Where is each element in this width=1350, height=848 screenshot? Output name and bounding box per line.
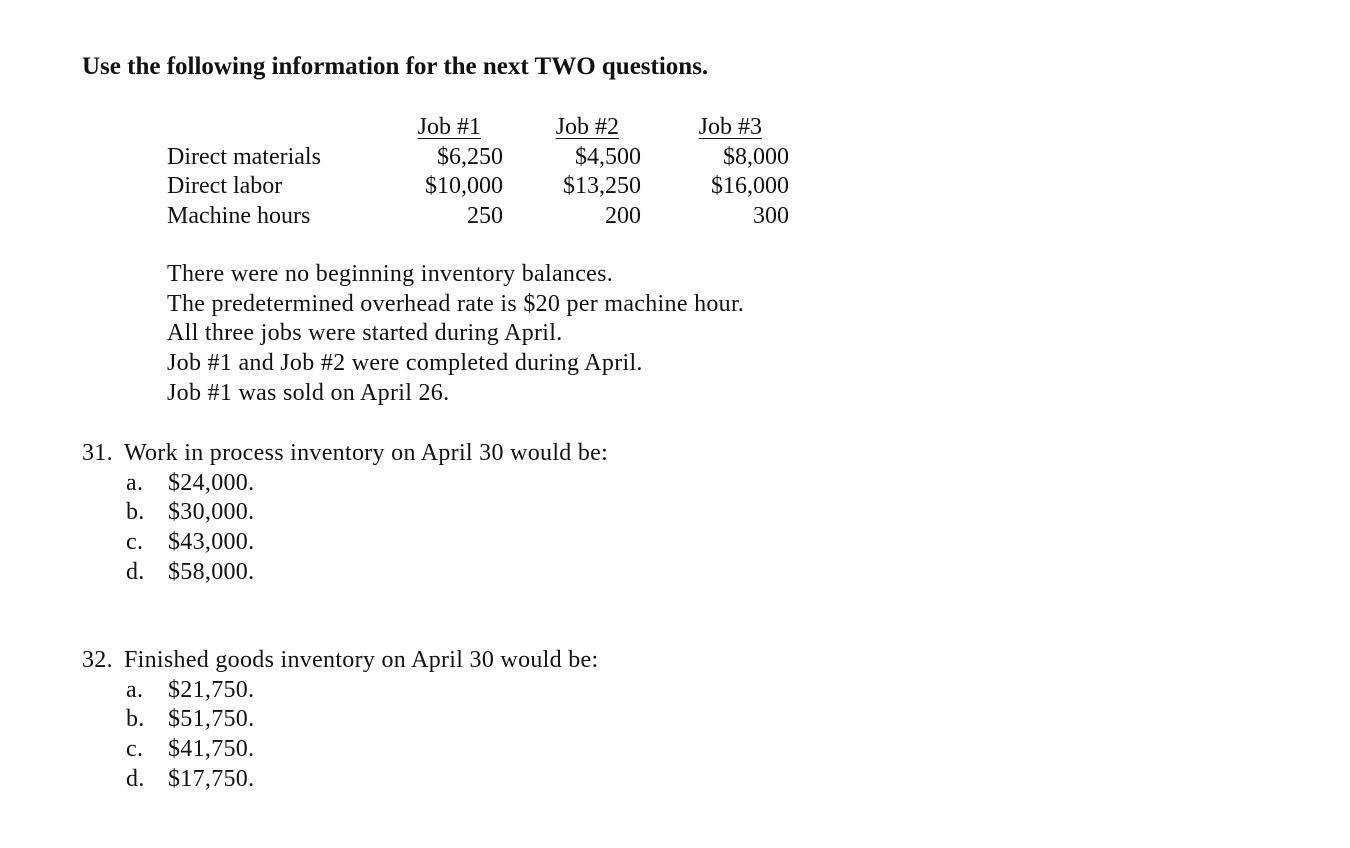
facts-list [167,260,744,408]
choice-text: $51,750. [168,706,255,733]
choice-text: $58,000. [168,558,255,585]
question-32 [82,646,598,794]
table-cell: $13,250 [563,173,641,200]
row-label-machine-hours: Machine hours [167,203,311,230]
fact-item: There were no beginning inventory balances. [167,261,614,287]
question-31 [82,439,608,587]
choice-text: $43,000. [168,529,255,556]
choice-text: $24,000. [168,469,255,496]
table-row [167,143,789,173]
answer-choice-a[interactable] [82,676,598,706]
column-header-job-3: Job #3 [698,114,762,140]
question-stem [82,439,608,469]
table-header-row [167,113,789,143]
table-row [167,202,789,232]
fact-item: Job #1 was sold on April 26. [167,379,450,406]
job-cost-table [167,113,789,232]
answer-choice-d[interactable] [82,558,608,588]
fact-item: The predetermined overhead rate is $20 per machine hour. [167,290,745,317]
choice-letter: a. [126,469,144,496]
table-cell: 250 [467,203,503,230]
choice-letter: d. [126,558,145,585]
choice-letter: a. [126,676,144,703]
choice-text: $41,750. [168,736,255,763]
choice-letter: c. [126,529,144,556]
table-row [167,172,789,202]
table-cell: 300 [753,203,789,230]
row-label-direct-materials: Direct materials [167,143,321,170]
answer-choice-d[interactable] [82,765,598,795]
page-heading: Use the following information for the next TWO questions. [82,53,709,80]
table-cell: $16,000 [711,173,789,200]
choice-text: $17,750. [168,765,255,792]
table-cell: $4,500 [575,143,641,170]
fact-item: All three jobs were started during April. [167,320,563,347]
answer-choices [82,676,598,795]
choice-letter: d. [126,765,145,792]
table-cell: $8,000 [723,143,789,170]
answer-choice-c[interactable] [82,528,608,558]
table-cell: $6,250 [437,143,503,170]
choice-letter: b. [126,706,145,733]
question-text: Work in process inventory on April 30 would be: [124,440,609,466]
question-number: 32. [82,647,113,673]
choice-text: $30,000. [168,499,255,526]
answer-choice-a[interactable] [82,469,608,499]
choice-text: $21,750. [168,676,255,703]
answer-choice-c[interactable] [82,735,598,765]
table-cell: $10,000 [425,173,503,200]
table-corner [167,113,399,143]
choice-letter: b. [126,499,145,526]
question-number: 31. [82,440,113,466]
answer-choice-b[interactable] [82,498,608,528]
question-text: Finished goods inventory on April 30 would be: [124,647,599,673]
table-cell: 200 [605,203,641,230]
answer-choices [82,469,608,588]
question-stem [82,646,598,676]
column-header-job-2: Job #2 [555,114,619,140]
choice-letter: c. [126,736,144,763]
fact-item: Job #1 and Job #2 were completed during April. [167,350,643,377]
column-header-job-1: Job #1 [417,114,481,140]
row-label-direct-labor: Direct labor [167,173,283,200]
answer-choice-b[interactable] [82,705,598,735]
